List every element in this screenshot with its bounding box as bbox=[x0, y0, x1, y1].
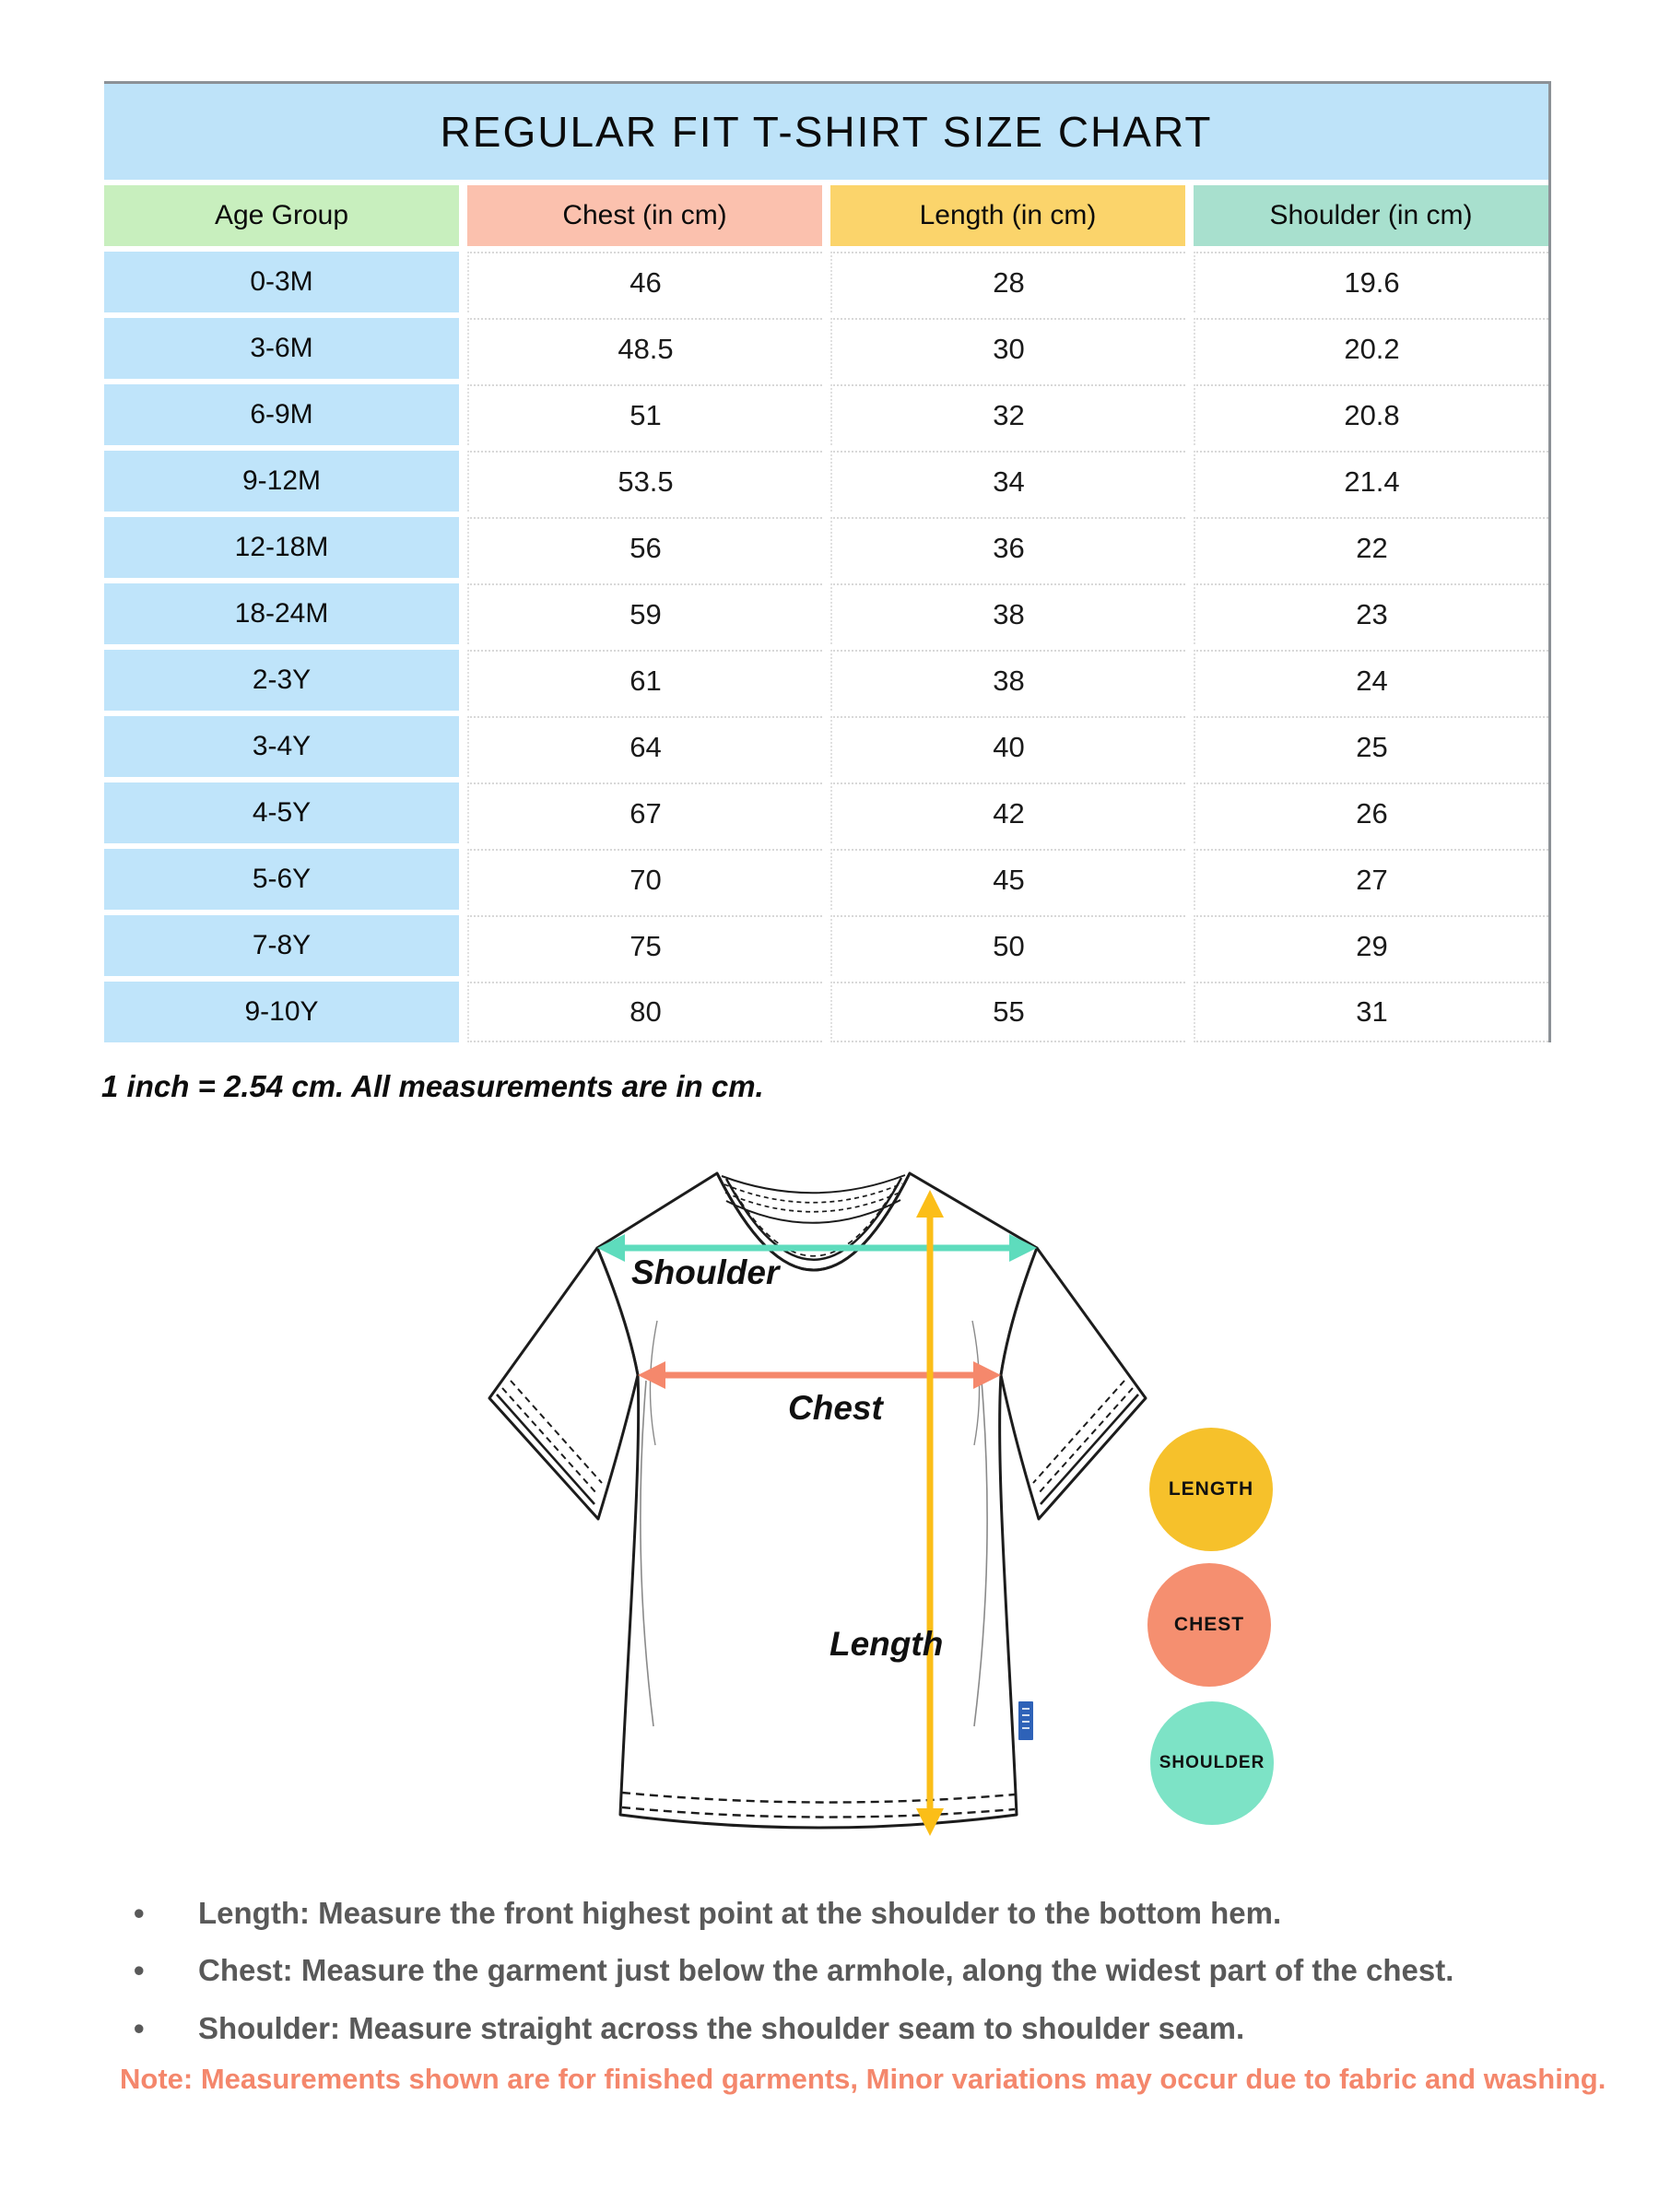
length-cell: 36 bbox=[830, 517, 1185, 578]
column-header-shoulder: Shoulder (in cm) bbox=[1194, 185, 1548, 246]
shoulder-cell: 22 bbox=[1194, 517, 1548, 578]
shoulder-cell: 31 bbox=[1194, 982, 1548, 1042]
legend-circle-length: LENGTH bbox=[1149, 1428, 1273, 1551]
length-cell: 38 bbox=[830, 583, 1185, 644]
chest-cell: 75 bbox=[467, 915, 822, 976]
chest-cell: 61 bbox=[467, 650, 822, 711]
shoulder-cell: 26 bbox=[1194, 782, 1548, 843]
bullet-icon: • bbox=[134, 2010, 145, 2045]
chest-cell: 64 bbox=[467, 716, 822, 777]
instruction-length bbox=[134, 1897, 1535, 1930]
chest-cell: 80 bbox=[467, 982, 822, 1042]
length-cell: 42 bbox=[830, 782, 1185, 843]
legend-circle-chest: CHEST bbox=[1147, 1563, 1271, 1687]
length-cell: 34 bbox=[830, 451, 1185, 512]
shoulder-cell: 20.2 bbox=[1194, 318, 1548, 379]
shoulder-cell: 20.8 bbox=[1194, 384, 1548, 445]
chest-cell: 70 bbox=[467, 849, 822, 910]
legend-circle-shoulder: SHOULDER bbox=[1150, 1701, 1274, 1825]
size-chart-table bbox=[104, 81, 1551, 1042]
length-label: Length bbox=[830, 1625, 944, 1663]
shoulder-cell: 21.4 bbox=[1194, 451, 1548, 512]
shoulder-cell: 24 bbox=[1194, 650, 1548, 711]
shoulder-cell: 25 bbox=[1194, 716, 1548, 777]
shoulder-cell: 27 bbox=[1194, 849, 1548, 910]
chest-cell: 48.5 bbox=[467, 318, 822, 379]
age-cell: 2-3Y bbox=[104, 650, 459, 711]
collar-back-stitch-2 bbox=[725, 1192, 901, 1212]
age-cell: 9-10Y bbox=[104, 982, 459, 1042]
column-header-age: Age Group bbox=[104, 185, 459, 246]
age-cell: 9-12M bbox=[104, 451, 459, 512]
length-cell: 38 bbox=[830, 650, 1185, 711]
age-cell: 4-5Y bbox=[104, 782, 459, 843]
chest-cell: 59 bbox=[467, 583, 822, 644]
size-chart-title: REGULAR FIT T-SHIRT SIZE CHART bbox=[104, 84, 1548, 180]
size-chart-grid bbox=[104, 185, 1548, 1042]
chest-cell: 53.5 bbox=[467, 451, 822, 512]
measurement-instructions bbox=[134, 1897, 1535, 2069]
age-cell: 6-9M bbox=[104, 384, 459, 445]
column-header-length: Length (in cm) bbox=[830, 185, 1185, 246]
instruction-shoulder bbox=[134, 2012, 1535, 2045]
tshirt-measurement-diagram bbox=[456, 1164, 1214, 1857]
chest-cell: 67 bbox=[467, 782, 822, 843]
shoulder-label: Shoulder bbox=[631, 1253, 780, 1291]
length-cell: 28 bbox=[830, 252, 1185, 312]
length-cell: 30 bbox=[830, 318, 1185, 379]
instruction-shoulder-text: Shoulder: Measure straight across the shoulder seam to shoulder seam. bbox=[198, 2010, 1245, 2045]
chest-cell: 51 bbox=[467, 384, 822, 445]
instruction-length-text: Length: Measure the front highest point at the shoulder to the bottom hem. bbox=[198, 1896, 1282, 1930]
length-cell: 40 bbox=[830, 716, 1185, 777]
bullet-icon: • bbox=[134, 1896, 145, 1930]
collar-back-top bbox=[722, 1175, 905, 1193]
age-cell: 12-18M bbox=[104, 517, 459, 578]
right-sleeve bbox=[1001, 1248, 1146, 1519]
chest-cell: 56 bbox=[467, 517, 822, 578]
instruction-chest bbox=[134, 1954, 1535, 1987]
shoulder-cell: 19.6 bbox=[1194, 252, 1548, 312]
chest-cell: 46 bbox=[467, 252, 822, 312]
brand-tag bbox=[1018, 1701, 1033, 1740]
age-cell: 18-24M bbox=[104, 583, 459, 644]
chest-label: Chest bbox=[788, 1389, 883, 1427]
age-cell: 7-8Y bbox=[104, 915, 459, 976]
shoulder-cell: 29 bbox=[1194, 915, 1548, 976]
length-cell: 55 bbox=[830, 982, 1185, 1042]
length-cell: 50 bbox=[830, 915, 1185, 976]
garment-footnote: Note: Measurements shown are for finished garments, Minor variations may occur due to fabric and washing. bbox=[120, 2063, 1606, 2095]
age-cell: 3-6M bbox=[104, 318, 459, 379]
instruction-chest-text: Chest: Measure the garment just below the armhole, along the widest part of the chest. bbox=[198, 1953, 1454, 1988]
conversion-note: 1 inch = 2.54 cm. All measurements are in cm. bbox=[101, 1069, 764, 1103]
bullet-icon: • bbox=[134, 1953, 145, 1988]
column-header-chest: Chest (in cm) bbox=[467, 185, 822, 246]
age-cell: 3-4Y bbox=[104, 716, 459, 777]
length-cell: 45 bbox=[830, 849, 1185, 910]
length-cell: 32 bbox=[830, 384, 1185, 445]
age-cell: 5-6Y bbox=[104, 849, 459, 910]
shoulder-cell: 23 bbox=[1194, 583, 1548, 644]
age-cell: 0-3M bbox=[104, 252, 459, 312]
